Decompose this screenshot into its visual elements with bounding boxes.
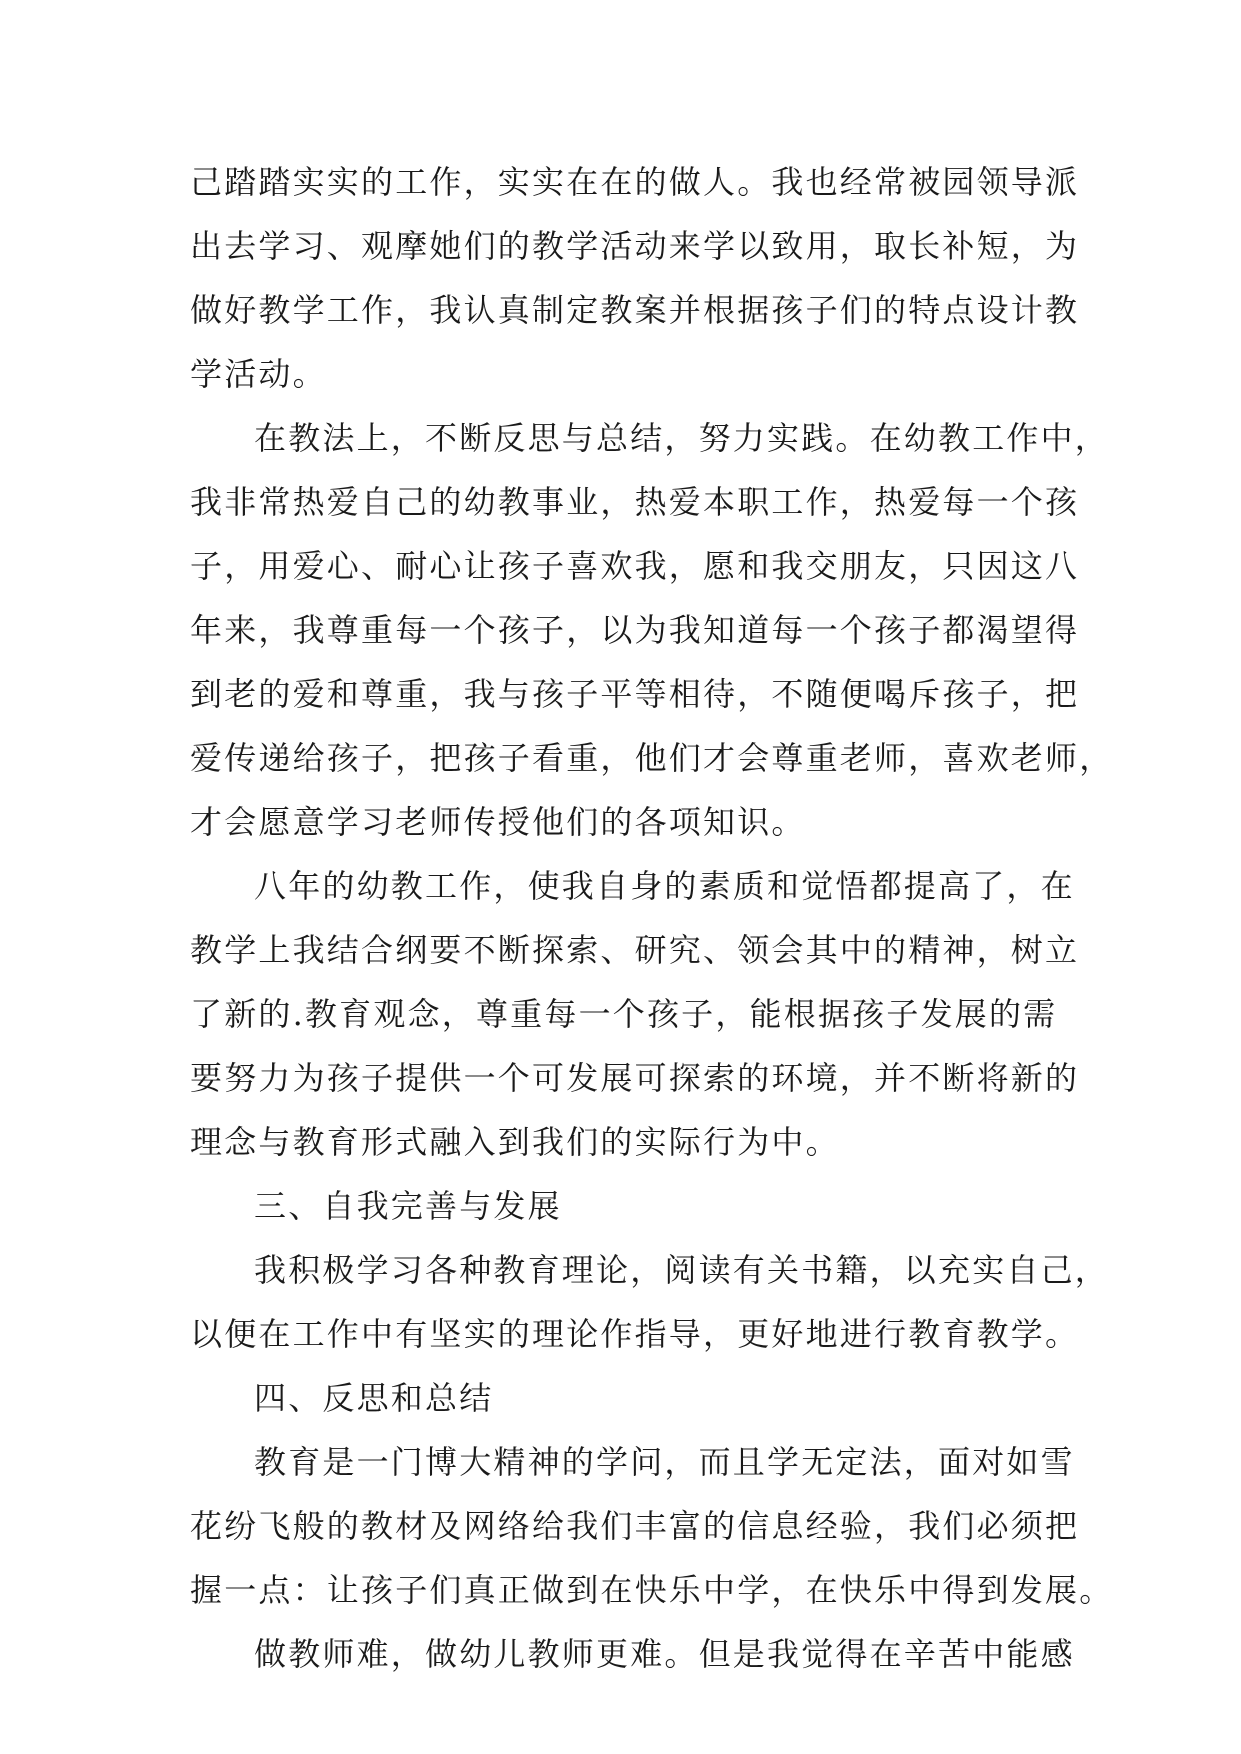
document-body [190,150,1114,1686]
text-line-6: 我非常热爱自己的幼教事业，热爱本职工作，热爱每一个孩 [190,483,1080,521]
text-line-14: 了新的.教育观念，尊重每一个孩子，能根据孩子发展的需 [190,995,1058,1033]
section-heading-4: 四、反思和总结 [254,1379,494,1417]
text-line-24: 做教师难，做幼儿教师更难。但是我觉得在辛苦中能感 [254,1635,1075,1673]
text-line-22: 花纷飞般的教材及网络给我们丰富的信息经验，我们必须把 [190,1507,1080,1545]
text-line-16: 理念与教育形式融入到我们的实际行为中。 [190,1123,840,1161]
text-line-5: 在教法上，不断反思与总结，努力实践。在幼教工作中， [254,419,1110,457]
text-line-1: 己踏踏实实的工作，实实在在的做人。我也经常被园领导派 [190,163,1080,201]
text-line-4: 学活动。 [190,355,327,393]
text-line-9: 到老的爱和尊重，我与孩子平等相待，不随便喝斥孩子，把 [190,675,1080,713]
text-line-21: 教育是一门博大精神的学问，而且学无定法，面对如雪 [254,1443,1075,1481]
section-heading-3: 三、自我完善与发展 [254,1187,562,1225]
text-line-19: 以便在工作中有坚实的理论作指导，更好地进行教育教学。 [190,1315,1080,1353]
text-line-13: 教学上我结合纲要不断探索、研究、领会其中的精神，树立 [190,931,1080,969]
text-line-12: 八年的幼教工作，使我自身的素质和觉悟都提高了，在 [254,867,1075,905]
text-line-18: 我积极学习各种教育理论，阅读有关书籍，以充实自己， [254,1251,1110,1289]
text-line-2: 出去学习、观摩她们的教学活动来学以致用，取长补短，为 [190,227,1080,265]
text-line-7: 子，用爱心、耐心让孩子喜欢我，愿和我交朋友，只因这八 [190,547,1080,585]
text-line-15: 要努力为孩子提供一个可发展可探索的环境，并不断将新的 [190,1059,1080,1097]
text-line-23: 握一点：让孩子们真正做到在快乐中学，在快乐中得到发展。 [190,1571,1114,1609]
text-line-11: 才会愿意学习老师传授他们的各项知识。 [190,803,806,841]
text-line-10: 爱传递给孩子，把孩子看重，他们才会尊重老师，喜欢老师， [190,739,1114,777]
text-line-8: 年来，我尊重每一个孩子，以为我知道每一个孩子都渴望得 [190,611,1080,649]
text-line-3: 做好教学工作，我认真制定教案并根据孩子们的特点设计教 [190,291,1080,329]
